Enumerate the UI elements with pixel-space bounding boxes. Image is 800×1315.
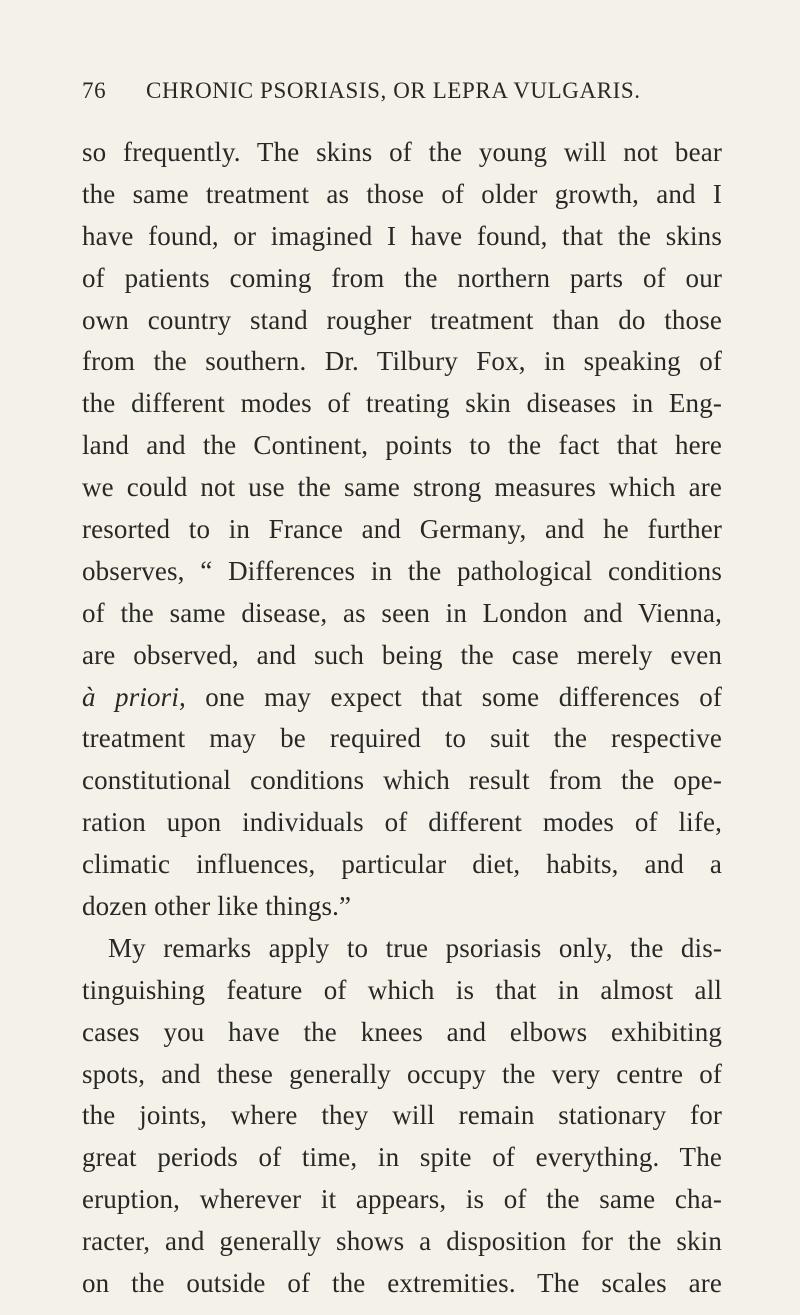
italic-phrase: à priori, [82, 681, 186, 712]
text-line: dozen other like things.” [82, 891, 352, 922]
text-line: constitutional conditions which result from the ope- [82, 765, 722, 796]
body-text [82, 132, 722, 1305]
text-line: My remarks apply to true psoriasis only, the dis- [108, 932, 722, 963]
text-line: have found, or imagined I have found, that the skins [82, 220, 722, 251]
text-line: the same treatment as those of older growth, and I [82, 178, 722, 209]
text-line-italic-start [82, 677, 722, 719]
text-line: racter, and generally shows a disposition for the skin [82, 1226, 722, 1257]
text-line: land and the Continent, points to the fact that here [82, 430, 722, 461]
text-line: great periods of time, in spite of everything. The [82, 1142, 722, 1173]
text-line: own country stand rougher treatment than do those [82, 304, 722, 335]
text-line: so frequently. The skins of the young will not bear [82, 137, 722, 167]
text-line: climatic influences, particular diet, habits, and a [82, 849, 722, 880]
text-line: the joints, where they will remain stationary for [82, 1100, 722, 1131]
text-line: treatment may be required to suit the respective [82, 723, 722, 754]
text-line: eruption, wherever it appears, is of the same cha- [82, 1184, 722, 1215]
text-line: of patients coming from the northern parts of our [82, 262, 722, 293]
text-line: we could not use the same strong measures which are [82, 472, 722, 503]
text-line: ration upon individuals of different modes of life, [82, 807, 722, 838]
text-line: are observed, and such being the case merely even [82, 639, 722, 670]
text-line: the different modes of treating skin diseases in Eng- [82, 388, 722, 419]
line-remainder: one may expect that some differences of [185, 681, 722, 712]
text-line: from the southern. Dr. Tilbury Fox, in speaking of [82, 346, 722, 377]
running-head [82, 78, 722, 112]
text-line: cases you have the knees and elbows exhibiting [82, 1016, 722, 1047]
text-line: resorted to in France and Germany, and he further [82, 514, 722, 545]
running-title: CHRONIC PSORIASIS, OR LEPRA VULGARIS. [146, 78, 641, 103]
text-line: observes, “ Differences in the pathological conditions [82, 555, 722, 586]
page-number: 76 [82, 78, 107, 103]
text-line: of the same disease, as seen in London and Vienna, [82, 597, 722, 628]
text-line: tinguishing feature of which is that in almost all [82, 974, 722, 1005]
text-line: spots, and these generally occupy the very centre of [82, 1058, 722, 1089]
text-line: on the outside of the extremities. The scales are [82, 1268, 722, 1299]
